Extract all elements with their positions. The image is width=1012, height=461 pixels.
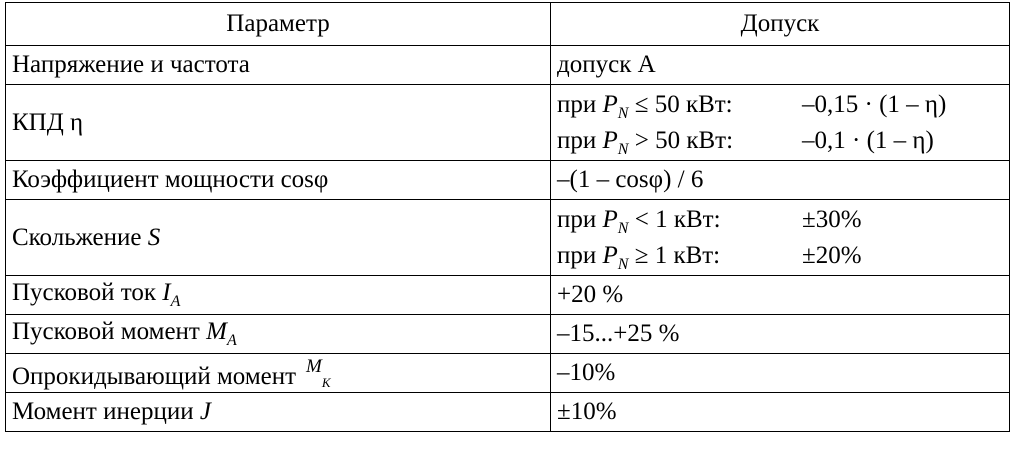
table-row-breakdown-torque [6, 354, 1010, 393]
column-header-param: Параметр [6, 3, 551, 46]
param-cell: КПД η [6, 85, 551, 161]
condition-value: ±30% [802, 205, 862, 233]
tolerance-cell: –10% [551, 354, 1010, 393]
table-row-starting-current [6, 276, 1010, 315]
tolerance-line [557, 238, 1009, 274]
tolerance-cell: ±10% [551, 393, 1010, 432]
condition: при $P_N > 50$ кВт: [557, 126, 734, 158]
column-header-tolerance: Допуск [551, 3, 1010, 46]
condition: при $P_N \le 50$ кВт: [557, 90, 733, 122]
tolerance-table [5, 2, 1010, 432]
condition-value: ±20% [802, 241, 862, 269]
tolerance-line [557, 123, 1009, 159]
tolerance-cell [551, 85, 1010, 161]
table-row-voltage-frequency [6, 46, 1010, 85]
table-row-efficiency [6, 85, 1010, 161]
param-cell: Напряжение и частота [6, 46, 551, 85]
tolerance-line [557, 202, 1009, 238]
param-cell: Момент инерции J [6, 393, 551, 432]
condition: при $P_N < 1$ кВт: [557, 205, 721, 237]
param-cell: Опрокидывающий момент $^M$K [6, 354, 551, 393]
table-row-moment-of-inertia [6, 393, 1010, 432]
param-cell: Скольжение S [6, 200, 551, 276]
tolerance-cell: –15...+25 % [551, 315, 1010, 354]
tolerance-table-container [5, 2, 1009, 432]
condition-value: –0,15 · (1 – η) [802, 90, 947, 118]
table-row-starting-torque [6, 315, 1010, 354]
table-row-power-factor [6, 161, 1010, 200]
tolerance-cell [551, 200, 1010, 276]
tolerance-cell: –(1 – cosφ) / 6 [551, 161, 1010, 200]
condition-value: –0,1 · (1 – η) [802, 126, 934, 154]
tolerance-line [557, 87, 1009, 123]
condition: при $P_N \ge 1$ кВт: [557, 241, 721, 273]
tolerance-cell: допуск А [551, 46, 1010, 85]
tolerance-cell: +20 % [551, 276, 1010, 315]
param-cell: Пусковой момент $M_A$ [6, 315, 551, 354]
param-cell: Коэффициент мощности cosφ [6, 161, 551, 200]
param-cell: Пусковой ток $I_A$ [6, 276, 551, 315]
table-header-row [6, 3, 1010, 46]
table-row-slip [6, 200, 1010, 276]
